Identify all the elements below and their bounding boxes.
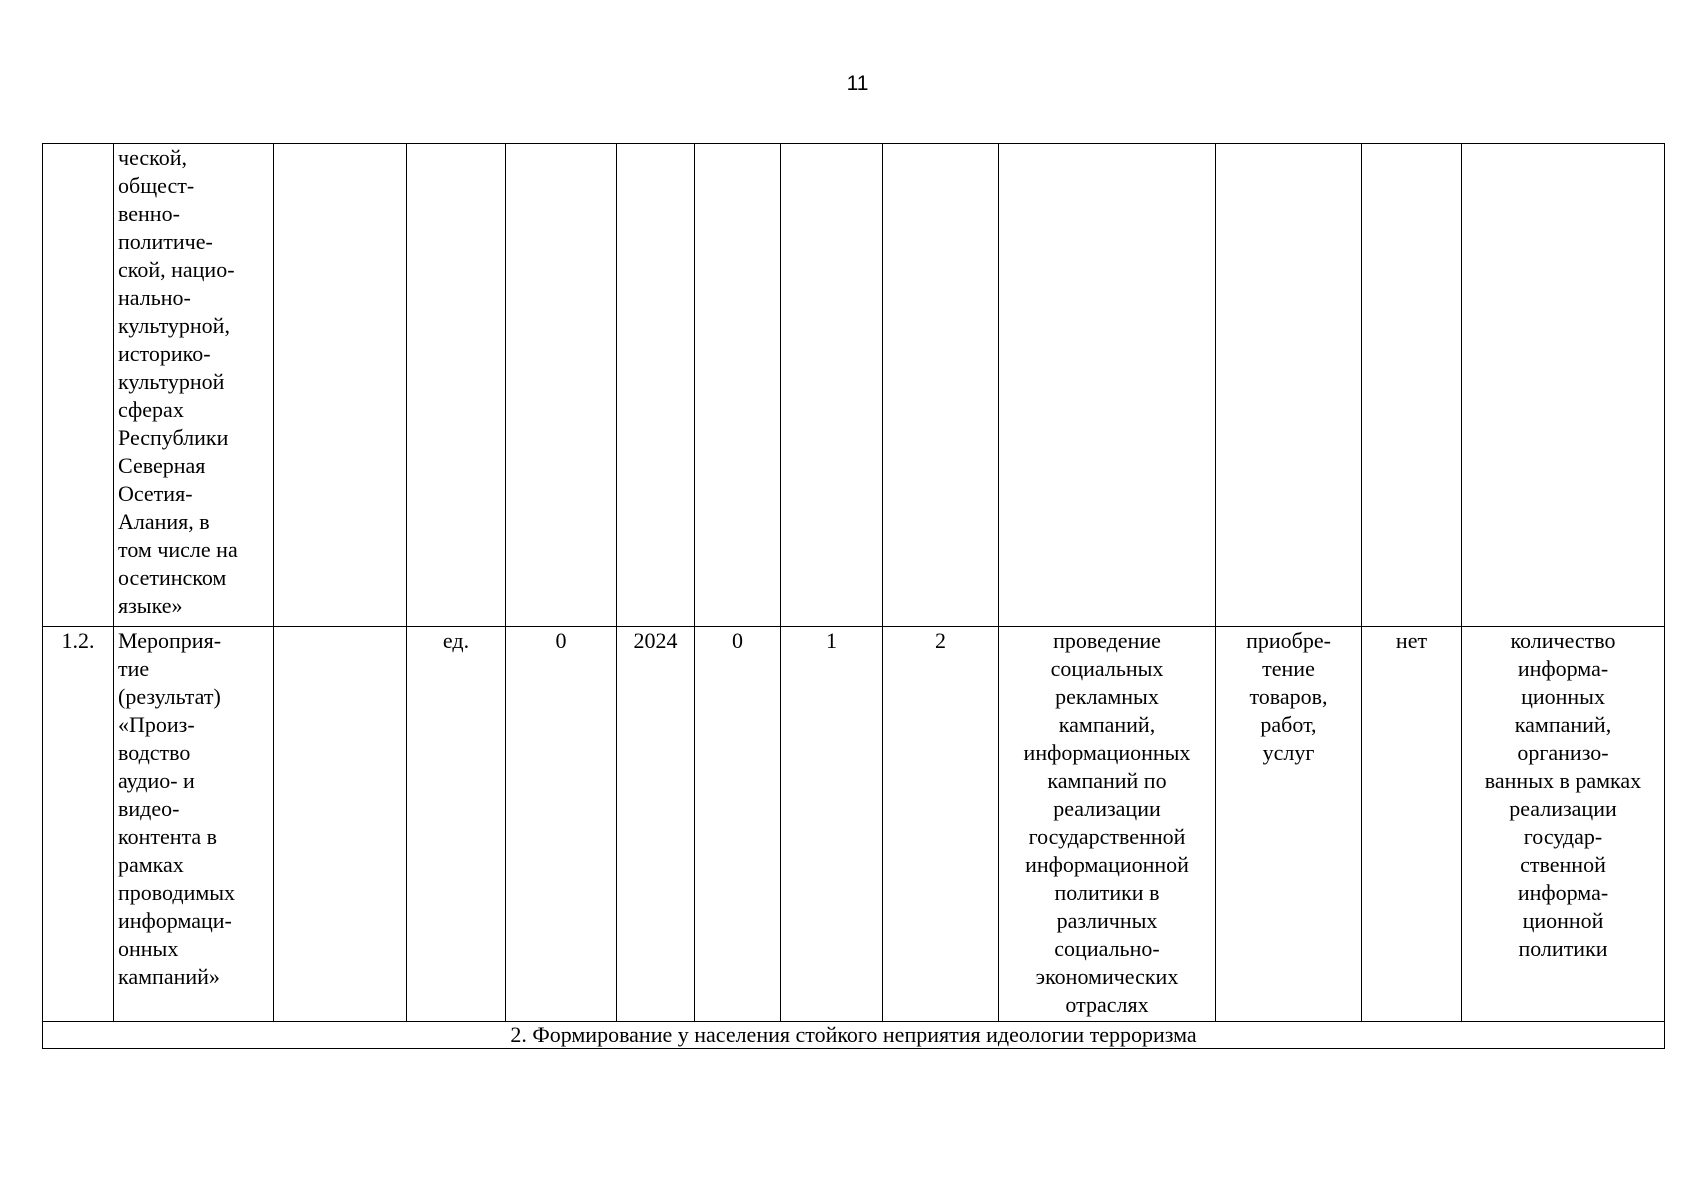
cell-title-continued <box>114 144 274 627</box>
cell-empty <box>1216 144 1362 627</box>
value-3: 2 <box>935 628 946 653</box>
flag-text: нет <box>1395 628 1428 653</box>
cell-base-year <box>617 627 695 1022</box>
cell-value-3 <box>883 627 999 1022</box>
cell-unit <box>407 627 506 1022</box>
cell-flag <box>1362 627 1462 1022</box>
indicator-text: количество информа- ционных кампаний, организо- ванных в рамках реализации государ- ственной информа- ционной политики <box>1484 628 1642 961</box>
cell-type <box>1216 627 1362 1022</box>
cell-characteristic <box>999 627 1216 1022</box>
cell-number <box>43 627 114 1022</box>
type-text: приобре- тение товаров, работ, услуг <box>1246 628 1331 765</box>
cell-empty <box>1462 144 1665 627</box>
measure-title: Мероприя- тие (результат) «Произ- водство аудио- и видео- контента в рамках проводимых информаци- онных кампаний» <box>118 628 236 989</box>
table-row-1-2 <box>43 627 1665 1022</box>
value-1: 0 <box>732 628 743 653</box>
cell-indicator <box>1462 627 1665 1022</box>
unit-value: ед. <box>442 628 470 653</box>
cell-base-value <box>506 627 617 1022</box>
cell-empty <box>781 144 883 627</box>
cell-empty <box>695 144 781 627</box>
cell-number-empty <box>43 144 114 627</box>
cell-col3 <box>274 627 407 1022</box>
cell-value-2 <box>781 627 883 1022</box>
measures-table <box>42 143 1665 1049</box>
cell-empty <box>1362 144 1462 627</box>
section-2-title: 2. Формирование у населения стойкого неприятия идеологии терроризма <box>510 1022 1197 1047</box>
table-row-continued <box>43 144 1665 627</box>
characteristic-text: проведение социальных рекламных кампаний, информационных кампаний по реализации государственной информационной политики в различных социально- экономических отраслях <box>1023 628 1191 1017</box>
section-2-heading <box>43 1022 1665 1049</box>
page-number: 11 <box>846 72 869 95</box>
base-value: 0 <box>555 628 567 653</box>
cell-empty <box>506 144 617 627</box>
value-2: 1 <box>826 628 837 653</box>
base-year: 2024 <box>633 628 678 653</box>
cell-empty <box>407 144 506 627</box>
row-number: 1.2. <box>61 628 95 653</box>
cell-empty <box>617 144 695 627</box>
cell-empty <box>883 144 999 627</box>
cell-empty <box>274 144 407 627</box>
cell-title <box>114 627 274 1022</box>
cell-empty <box>999 144 1216 627</box>
cell-value-1 <box>695 627 781 1022</box>
table-row-section-2 <box>43 1022 1665 1049</box>
title-continued-text: ческой, общест- венно- политиче- ской, нацио- нально- культурной, историко- культурной сферах Республики Северная Осетия- Алания, в том числе на осетинском языке» <box>118 145 238 618</box>
